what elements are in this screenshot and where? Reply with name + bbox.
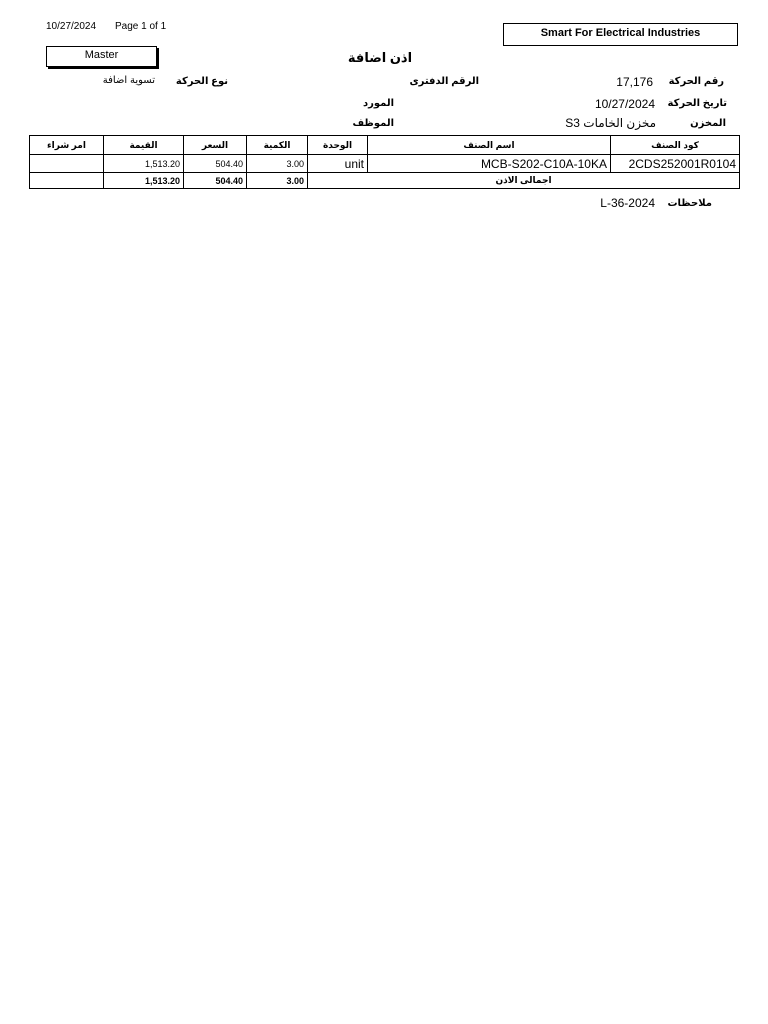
cell-item-name: MCB-S202-C10A-10KA	[368, 155, 611, 173]
company-name: Smart For Electrical Industries	[503, 23, 738, 46]
notes-label: ملاحظات	[667, 198, 712, 209]
col-price: السعر	[184, 136, 247, 155]
movement-no-label: رقم الحركة	[668, 76, 724, 87]
movement-date-label: تاريخ الحركة	[667, 98, 727, 109]
movement-type: تسوية اضافة	[102, 75, 155, 86]
cell-item-code: 2CDS252001R0104	[611, 155, 740, 173]
col-item-name: اسم الصنف	[368, 136, 611, 155]
total-price: 504.40	[184, 173, 247, 189]
master-label: Master	[46, 46, 157, 67]
document-title: اذن اضافة	[347, 50, 413, 65]
col-qty: الكمية	[247, 136, 308, 155]
print-date: 10/27/2024	[46, 21, 97, 32]
total-po	[30, 173, 104, 189]
warehouse-label: المخزن	[690, 118, 726, 129]
page-info: Page 1 of 1	[115, 21, 167, 32]
cell-unit: unit	[308, 155, 368, 173]
employee-label: الموظف	[352, 118, 394, 129]
supplier-label: المورد	[362, 98, 394, 109]
table-row	[30, 155, 740, 173]
notes-value: L-36-2024	[600, 196, 655, 210]
movement-no: 17,176	[616, 75, 653, 89]
items-table	[29, 135, 740, 189]
movement-type-label: نوع الحركة	[175, 76, 228, 87]
movement-date: 10/27/2024	[594, 97, 655, 111]
warehouse: S3 مخزن الخامات	[565, 116, 656, 130]
table-header-row	[30, 136, 740, 155]
total-qty: 3.00	[247, 173, 308, 189]
cell-price: 504.40	[184, 155, 247, 173]
cell-qty: 3.00	[247, 155, 308, 173]
total-value: 1,513.20	[104, 173, 184, 189]
col-po: امر شراء	[30, 136, 104, 155]
total-row	[30, 173, 740, 189]
col-unit: الوحدة	[308, 136, 368, 155]
cell-po	[30, 155, 104, 173]
col-value: القيمة	[104, 136, 184, 155]
col-item-code: كود الصنف	[611, 136, 740, 155]
cell-value: 1,513.20	[104, 155, 184, 173]
total-label: اجمالى الاذن	[308, 173, 740, 189]
book-no-label: الرقم الدفترى	[409, 76, 479, 87]
